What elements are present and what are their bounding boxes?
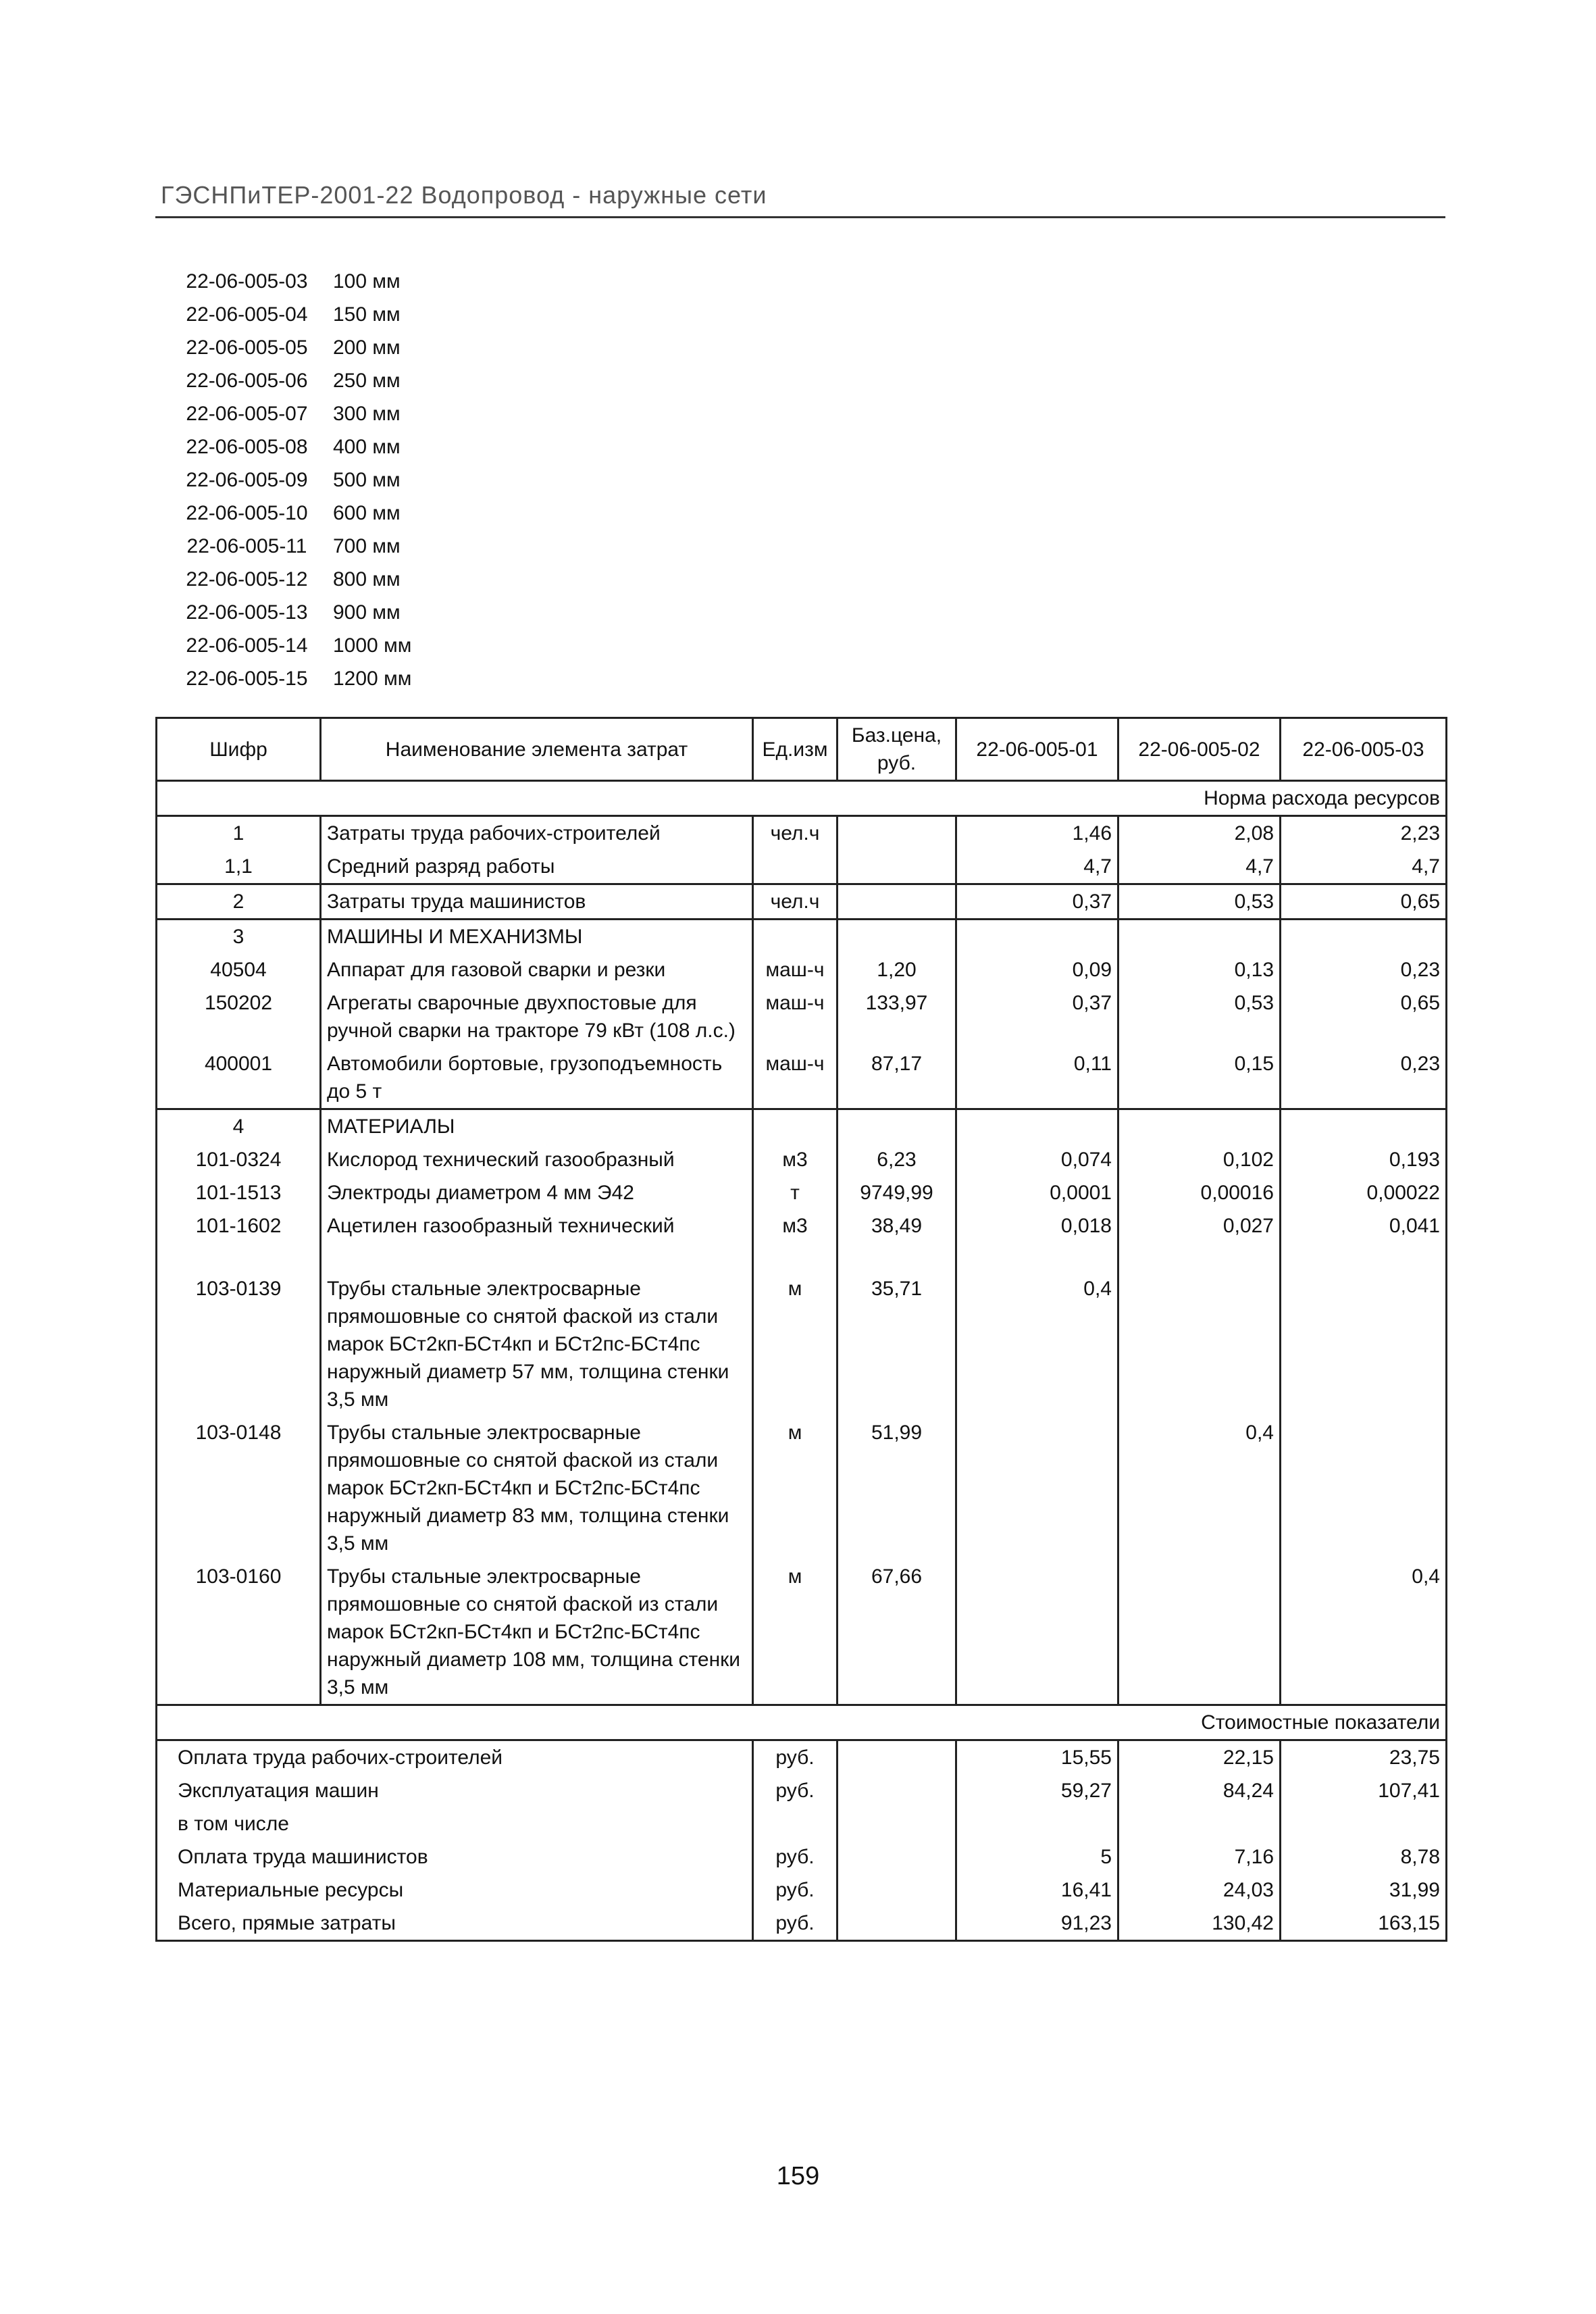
pipe-size: 800 мм [333, 568, 401, 590]
cost-unit: руб. [753, 1840, 838, 1873]
table-cell [1281, 1416, 1447, 1560]
table-cell: 101-1602 [157, 1209, 321, 1242]
table-cell: 4,7 [1281, 850, 1447, 884]
table-cell: 150202 [157, 986, 321, 1047]
cost-unit: руб. [753, 1873, 838, 1907]
table-cell: 103-0139 [157, 1242, 321, 1416]
cost-value: 59,27 [956, 1774, 1118, 1807]
table-cell: Затраты труда рабочих-строителей [321, 816, 753, 851]
cost-value: 5 [956, 1840, 1118, 1873]
table-cell: 0,11 [956, 1047, 1118, 1109]
cost-value: 8,78 [1281, 1840, 1447, 1873]
cost-row [157, 1840, 1447, 1873]
table-cell [956, 1416, 1118, 1560]
table-cell: 0,65 [1281, 986, 1447, 1047]
table-cell [956, 920, 1118, 954]
table-cell: 400001 [157, 1047, 321, 1109]
table-cell: Трубы стальные электросварные прямошовные со снятой фаской из стали марок БСт2кп-БСт4кп и БСт2пс-БСт4пс наружный диаметр 108 мм, толщина стенки 3,5 мм [321, 1560, 753, 1705]
table-row [157, 1560, 1447, 1705]
table-cell: 0,074 [956, 1143, 1118, 1176]
cost-value [1118, 1807, 1281, 1840]
table-cell: 0,193 [1281, 1143, 1447, 1176]
pipe-size: 100 мм [333, 270, 401, 293]
cost-empty [838, 1840, 956, 1873]
code-value: 22-06-005-05 [186, 336, 308, 359]
table-cell: МАТЕРИАЛЫ [321, 1109, 753, 1144]
table-cell: Ацетилен газообразный технический [321, 1209, 753, 1242]
cost-value: 31,99 [1281, 1873, 1447, 1907]
table-cell: 2 [157, 884, 321, 920]
table-cell [1118, 1109, 1281, 1144]
table-row [157, 1416, 1447, 1560]
table-cell: 0,0001 [956, 1176, 1118, 1209]
table-cell: 0,4 [1118, 1416, 1281, 1560]
code-list-item [161, 298, 411, 331]
code-list [161, 265, 411, 695]
table-row [157, 884, 1447, 920]
table-cell: 40504 [157, 953, 321, 986]
header-col-01: 22-06-005-01 [956, 718, 1118, 781]
code-list-item [161, 596, 411, 629]
cost-value: 107,41 [1281, 1774, 1447, 1807]
table-cell [1281, 1109, 1447, 1144]
code-list-item [161, 364, 411, 397]
cost-value: 130,42 [1118, 1907, 1281, 1941]
table-cell: 101-0324 [157, 1143, 321, 1176]
table-cell [956, 1560, 1118, 1705]
pipe-size: 700 мм [333, 535, 401, 557]
pipe-size: 600 мм [333, 502, 401, 524]
cost-value: 7,16 [1118, 1840, 1281, 1873]
code-value: 22-06-005-13 [186, 601, 308, 624]
table-cell: Кислород технический газообразный [321, 1143, 753, 1176]
table-cell: 133,97 [838, 986, 956, 1047]
table-cell: Трубы стальные электросварные прямошовные со снятой фаской из стали марок БСт2кп-БСт4кп и БСт2пс-БСт4пс наружный диаметр 57 мм, толщина стенки 3,5 мм [321, 1242, 753, 1416]
table-cell: 2,23 [1281, 816, 1447, 851]
header-name: Наименование элемента затрат [321, 718, 753, 781]
table-cell: 0,027 [1118, 1209, 1281, 1242]
table-cell [838, 884, 956, 920]
header-code: Шифр [157, 718, 321, 781]
table-cell: 0,37 [956, 986, 1118, 1047]
cost-empty [838, 1740, 956, 1775]
table-cell: т [753, 1176, 838, 1209]
table-cell: Автомобили бортовые, грузоподъемность до 5 т [321, 1047, 753, 1109]
document-header: ГЭСНПиТЕР-2001-22 Водопровод - наружные сети [161, 181, 767, 209]
table-cell: 0,53 [1118, 884, 1281, 920]
table-cell: 0,09 [956, 953, 1118, 986]
table-row [157, 920, 1447, 954]
table-cell: м3 [753, 1143, 838, 1176]
code-list-item [161, 397, 411, 430]
table-cell: 35,71 [838, 1242, 956, 1416]
page-number: 159 [776, 2162, 820, 2190]
cost-empty [838, 1807, 956, 1840]
header-unit: Ед.изм [753, 718, 838, 781]
code-value: 22-06-005-10 [186, 502, 308, 524]
table-cell: 0,65 [1281, 884, 1447, 920]
table-cell: 103-0160 [157, 1560, 321, 1705]
table-cell: 0,4 [1281, 1560, 1447, 1705]
pipe-size: 1200 мм [333, 668, 412, 690]
code-list-item [161, 265, 411, 298]
table-row [157, 816, 1447, 851]
cost-name: в том числе [157, 1807, 753, 1840]
table-cell: 0,53 [1118, 986, 1281, 1047]
table-cell [838, 850, 956, 884]
table-cell: 0,13 [1118, 953, 1281, 986]
table-cell: 4,7 [956, 850, 1118, 884]
table-row [157, 986, 1447, 1047]
table-cell: 4,7 [1118, 850, 1281, 884]
table-cell: Электроды диаметром 4 мм Э42 [321, 1176, 753, 1209]
table-cell [838, 1109, 956, 1144]
pipe-size: 500 мм [333, 469, 401, 491]
table-cell: 1,46 [956, 816, 1118, 851]
table-cell: 101-1513 [157, 1176, 321, 1209]
table-cell: м [753, 1242, 838, 1416]
cost-value: 163,15 [1281, 1907, 1447, 1941]
pipe-size: 400 мм [333, 436, 401, 458]
table-row [157, 850, 1447, 884]
table-cell: 4 [157, 1109, 321, 1144]
table-cell: 0,102 [1118, 1143, 1281, 1176]
table-cell: 0,23 [1281, 953, 1447, 986]
table-cell: маш-ч [753, 1047, 838, 1109]
cost-row [157, 1740, 1447, 1775]
table-cell [753, 920, 838, 954]
cost-unit: руб. [753, 1740, 838, 1775]
table-cell: 0,018 [956, 1209, 1118, 1242]
cost-name: Материальные ресурсы [157, 1873, 753, 1907]
code-value: 22-06-005-14 [186, 634, 308, 657]
table-cell: 67,66 [838, 1560, 956, 1705]
table-cell: 0,15 [1118, 1047, 1281, 1109]
cost-empty [838, 1774, 956, 1807]
table-cell: 0,041 [1281, 1209, 1447, 1242]
cost-value: 23,75 [1281, 1740, 1447, 1775]
cost-unit [753, 1807, 838, 1840]
pipe-size: 900 мм [333, 601, 401, 624]
table-cell: м [753, 1416, 838, 1560]
cost-label: Стоимостные показатели [157, 1705, 1447, 1740]
cost-name: Всего, прямые затраты [157, 1907, 753, 1941]
table-cell [1281, 920, 1447, 954]
table-cell: Средний разряд работы [321, 850, 753, 884]
table-cell: Агрегаты сварочные двухпостовые для ручной сварки на тракторе 79 кВт (108 л.с.) [321, 986, 753, 1047]
header-col-03: 22-06-005-03 [1281, 718, 1447, 781]
table-row [157, 1047, 1447, 1109]
table-cell: м [753, 1560, 838, 1705]
table-cell [753, 850, 838, 884]
code-value: 22-06-005-11 [186, 535, 307, 557]
code-list-item [161, 530, 411, 563]
cost-value: 24,03 [1118, 1873, 1281, 1907]
table-cell [753, 1109, 838, 1144]
cost-value [956, 1807, 1118, 1840]
table-cell: 0,00016 [1118, 1176, 1281, 1209]
cost-name: Оплата труда рабочих-строителей [157, 1740, 753, 1775]
code-value: 22-06-005-08 [186, 436, 308, 458]
table-cell: 87,17 [838, 1047, 956, 1109]
table-cell: 1,1 [157, 850, 321, 884]
table-cell [1118, 1242, 1281, 1416]
code-value: 22-06-005-12 [186, 568, 308, 590]
table-cell: МАШИНЫ И МЕХАНИЗМЫ [321, 920, 753, 954]
cost-empty [838, 1907, 956, 1941]
header-col-02: 22-06-005-02 [1118, 718, 1281, 781]
cost-value: 84,24 [1118, 1774, 1281, 1807]
table-cell: маш-ч [753, 986, 838, 1047]
cost-value: 16,41 [956, 1873, 1118, 1907]
cost-row [157, 1774, 1447, 1807]
cost-row [157, 1807, 1447, 1840]
table-cell: 103-0148 [157, 1416, 321, 1560]
table-cell: 0,00022 [1281, 1176, 1447, 1209]
cost-name: Оплата труда машинистов [157, 1840, 753, 1873]
code-value: 22-06-005-04 [186, 303, 308, 326]
table-row [157, 1242, 1447, 1416]
norm-label-row [157, 781, 1447, 816]
table-cell: 38,49 [838, 1209, 956, 1242]
table-header-row [157, 718, 1447, 781]
pipe-size: 200 мм [333, 336, 401, 359]
table-cell: 9749,99 [838, 1176, 956, 1209]
cost-name: Эксплуатация машин [157, 1774, 753, 1807]
code-list-item [161, 563, 411, 596]
pipe-size: 1000 мм [333, 634, 412, 657]
table-cell: 0,37 [956, 884, 1118, 920]
pipe-size: 250 мм [333, 370, 401, 392]
cost-value: 15,55 [956, 1740, 1118, 1775]
table-cell: м3 [753, 1209, 838, 1242]
cost-row [157, 1907, 1447, 1941]
cost-value: 22,15 [1118, 1740, 1281, 1775]
cost-row [157, 1873, 1447, 1907]
table-cell: маш-ч [753, 953, 838, 986]
code-list-item [161, 331, 411, 364]
cost-table [155, 717, 1447, 1942]
code-value: 22-06-005-15 [186, 668, 308, 690]
table-cell: 6,23 [838, 1143, 956, 1176]
table-cell: 1,20 [838, 953, 956, 986]
table-row [157, 1143, 1447, 1176]
table-cell [1118, 920, 1281, 954]
code-value: 22-06-005-06 [186, 370, 308, 392]
cost-empty [838, 1873, 956, 1907]
table-cell [956, 1109, 1118, 1144]
table-row [157, 1209, 1447, 1242]
norm-label: Норма расхода ресурсов [157, 781, 1447, 816]
code-value: 22-06-005-09 [186, 469, 308, 491]
table-cell [838, 920, 956, 954]
cost-value: 91,23 [956, 1907, 1118, 1941]
table-cell: Аппарат для газовой сварки и резки [321, 953, 753, 986]
table-cell [1118, 1560, 1281, 1705]
table-cell: чел.ч [753, 816, 838, 851]
table-cell [838, 816, 956, 851]
header-rule [155, 216, 1445, 218]
code-list-item [161, 662, 411, 695]
pipe-size: 300 мм [333, 403, 401, 425]
code-list-item [161, 430, 411, 463]
table-cell [1281, 1242, 1447, 1416]
table-cell: 0,23 [1281, 1047, 1447, 1109]
table-cell: 3 [157, 920, 321, 954]
table-cell: 51,99 [838, 1416, 956, 1560]
table-cell: Затраты труда машинистов [321, 884, 753, 920]
table-cell: чел.ч [753, 884, 838, 920]
cost-unit: руб. [753, 1907, 838, 1941]
table-cell: 1 [157, 816, 321, 851]
cost-value [1281, 1807, 1447, 1840]
table-cell: Трубы стальные электросварные прямошовные со снятой фаской из стали марок БСт2кп-БСт4кп и БСт2пс-БСт4пс наружный диаметр 83 мм, толщина стенки 3,5 мм [321, 1416, 753, 1560]
code-list-item [161, 497, 411, 530]
table-row [157, 953, 1447, 986]
pipe-size: 150 мм [333, 303, 401, 326]
table-row [157, 1176, 1447, 1209]
code-list-item [161, 629, 411, 662]
table-row [157, 1109, 1447, 1144]
cost-label-row [157, 1705, 1447, 1740]
header-base-price: Баз.цена, руб. [838, 718, 956, 781]
code-list-item [161, 463, 411, 497]
table-cell: 2,08 [1118, 816, 1281, 851]
table-cell: 0,4 [956, 1242, 1118, 1416]
code-value: 22-06-005-03 [186, 270, 308, 293]
cost-unit: руб. [753, 1774, 838, 1807]
code-value: 22-06-005-07 [186, 403, 308, 425]
